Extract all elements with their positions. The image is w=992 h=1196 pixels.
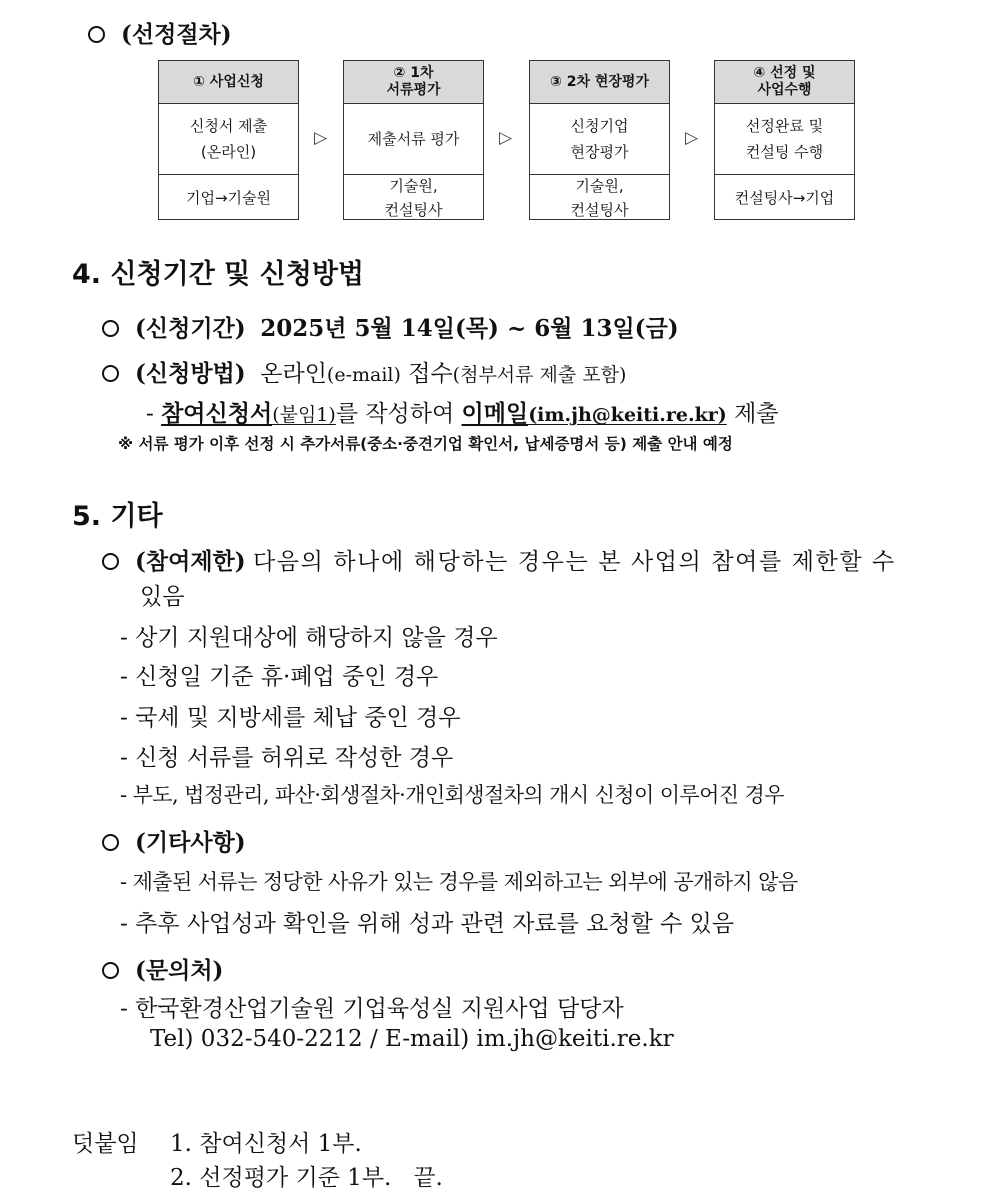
restriction-item: - 신청 서류를 허위로 작성한 경우 [120, 745, 454, 771]
procedure-step-2 [343, 60, 484, 220]
other-item: - 추후 사업성과 확인을 위해 성과 관련 자료를 요청할 수 있음 [120, 911, 735, 937]
participation-restriction-cont: 있음 [140, 584, 185, 610]
step-description: 신청서 제출 (온라인) [159, 104, 298, 175]
arrow-right-icon: ▷ [499, 128, 513, 148]
step-description: 신청기업 현장평가 [530, 104, 669, 175]
circle-bullet-icon [102, 553, 119, 570]
procedure-step-3 [529, 60, 670, 220]
contact-phone-email: Tel) 032-540-2212 / E-mail) im.jh@keiti.re.kr [150, 1026, 674, 1052]
application-method: (신청방법) 온라인(e-mail) 접수(첨부서류 제출 포함) [102, 355, 626, 388]
procedure-step-4 [714, 60, 855, 220]
circle-bullet-icon [102, 962, 119, 979]
section-4-title: 4. 신청기간 및 신청방법 [72, 259, 364, 290]
restriction-item: - 상기 지원대상에 해당하지 않을 경우 [120, 625, 498, 651]
step-header: ③ 2차 현장평가 [530, 61, 669, 104]
contact-department: - 한국환경산업기술원 기업육성실 지원사업 담당자 [120, 996, 624, 1022]
step-actor: 기술원, 컨설팅사 [570, 177, 629, 219]
attachment-item: 2. 선정평가 기준 1부. 끝. [170, 1165, 443, 1191]
step-actor: 기술원, 컨설팅사 [384, 177, 443, 219]
application-period: (신청기간) 2025년 5월 14일(목) ~ 6월 13일(금) [102, 310, 679, 343]
restriction-item: - 신청일 기준 휴·폐업 중인 경우 [120, 664, 439, 690]
arrow-right-icon: ▷ [685, 128, 699, 148]
application-submission: - 참여신청서(붙임1)를 작성하여 이메일(im.jh@keiti.re.kr) 제출 [146, 400, 779, 427]
circle-bullet-icon [102, 834, 119, 851]
step-header: ① 사업신청 [159, 61, 298, 104]
circle-bullet-icon [102, 320, 119, 337]
step-actor: 기업→기술원 [185, 189, 272, 207]
procedure-step-1 [158, 60, 299, 220]
attachments-label: 덧붙임 [72, 1131, 139, 1157]
restriction-item: - 국세 및 지방세를 체납 중인 경우 [120, 705, 461, 731]
arrow-right-icon: ▷ [314, 128, 328, 148]
other-item: - 제출된 서류는 정당한 사유가 있는 경우를 제외하고는 외부에 공개하지 않음 [120, 870, 798, 894]
step-actor: 컨설팅사→기업 [734, 189, 835, 207]
step-header: ② 1차 서류평가 [344, 61, 483, 104]
procedure-heading: (선정절차) [88, 16, 232, 49]
participation-restriction: (참여제한) 다음의 하나에 해당하는 경우는 본 사업의 참여를 제한할 수 [102, 543, 896, 576]
contact-info: (문의처) [102, 952, 223, 985]
circle-bullet-icon [88, 26, 105, 43]
circle-bullet-icon [102, 365, 119, 382]
step-header: ④ 선정 및 사업수행 [715, 61, 854, 104]
additional-documents-note: ※ 서류 평가 이후 선정 시 추가서류(중소·중견기업 확인서, 납세증명서 등) 제출 안내 예정 [118, 435, 733, 453]
other-matters: (기타사항) [102, 824, 246, 857]
section-5-title: 5. 기타 [72, 501, 163, 532]
attachment-item: 1. 참여신청서 1부. [170, 1131, 362, 1157]
step-description: 선정완료 및 컨설팅 수행 [715, 104, 854, 175]
restriction-item: - 부도, 법정관리, 파산·회생절차·개인회생절차의 개시 신청이 이루어진 경우 [120, 783, 784, 807]
step-description: 제출서류 평가 [344, 104, 483, 175]
